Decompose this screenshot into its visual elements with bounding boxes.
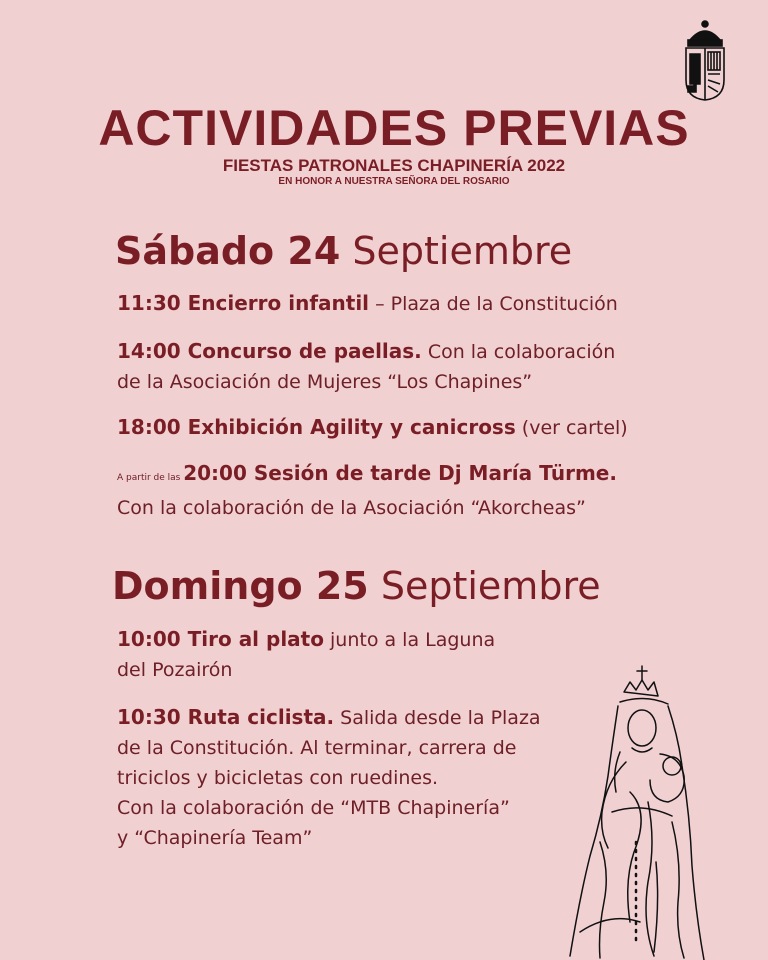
event-encierro bbox=[117, 288, 687, 319]
event-title: 18:00 Exhibición Agility y canicross bbox=[117, 415, 516, 439]
event-title: 14:00 Concurso de paellas. bbox=[117, 339, 422, 363]
event-prefix: A partir de las bbox=[117, 473, 184, 483]
event-text-line5: y “Chapinería Team” bbox=[117, 827, 313, 849]
event-text-line2: del Pozairón bbox=[117, 659, 233, 681]
event-dj bbox=[117, 458, 687, 523]
event-text-line4: Con la colaboración de “MTB Chapinería” bbox=[117, 797, 510, 819]
saturday-heading bbox=[115, 228, 572, 274]
event-text-line2: Con la colaboración de la Asociación “Akorcheas” bbox=[117, 497, 586, 519]
sunday-heading bbox=[112, 563, 601, 609]
event-paellas bbox=[117, 336, 687, 397]
virgin-illustration bbox=[560, 662, 710, 960]
event-text: – Plaza de la Constitución bbox=[369, 293, 618, 315]
poster-title: ACTIVIDADES PREVIAS bbox=[98, 100, 690, 156]
event-title: 10:00 Tiro al plato bbox=[117, 627, 324, 651]
event-text: junto a la Laguna bbox=[323, 629, 496, 651]
event-text-line2: de la Constitución. Al terminar, carrera de bbox=[117, 737, 517, 759]
poster-dedication: EN HONOR A NUESTRA SEÑORA DEL ROSARIO bbox=[278, 176, 510, 187]
coat-of-arms-icon bbox=[682, 18, 728, 102]
saturday-month: Septiembre bbox=[352, 229, 573, 273]
sunday-month: Septiembre bbox=[380, 564, 601, 608]
event-text: Con la colaboración bbox=[421, 341, 616, 363]
event-text-line3: triciclos y bicicletas con ruedines. bbox=[117, 767, 439, 789]
poster-header bbox=[0, 100, 768, 188]
event-text-line2: de la Asociación de Mujeres “Los Chapines” bbox=[117, 371, 533, 393]
event-text: Salida desde la Plaza bbox=[334, 707, 541, 729]
event-text: (ver cartel) bbox=[515, 417, 628, 439]
event-title: 11:30 Encierro infantil bbox=[117, 291, 370, 315]
event-title: 20:00 Sesión de tarde Dj María Türme. bbox=[183, 461, 617, 485]
poster-subtitle: FIESTAS PATRONALES CHAPINERÍA 2022 bbox=[222, 156, 566, 175]
event-agility bbox=[117, 412, 687, 443]
event-title: 10:30 Ruta ciclista. bbox=[117, 705, 335, 729]
sunday-day: Domingo 25 bbox=[112, 564, 369, 608]
saturday-day: Sábado 24 bbox=[115, 229, 341, 273]
